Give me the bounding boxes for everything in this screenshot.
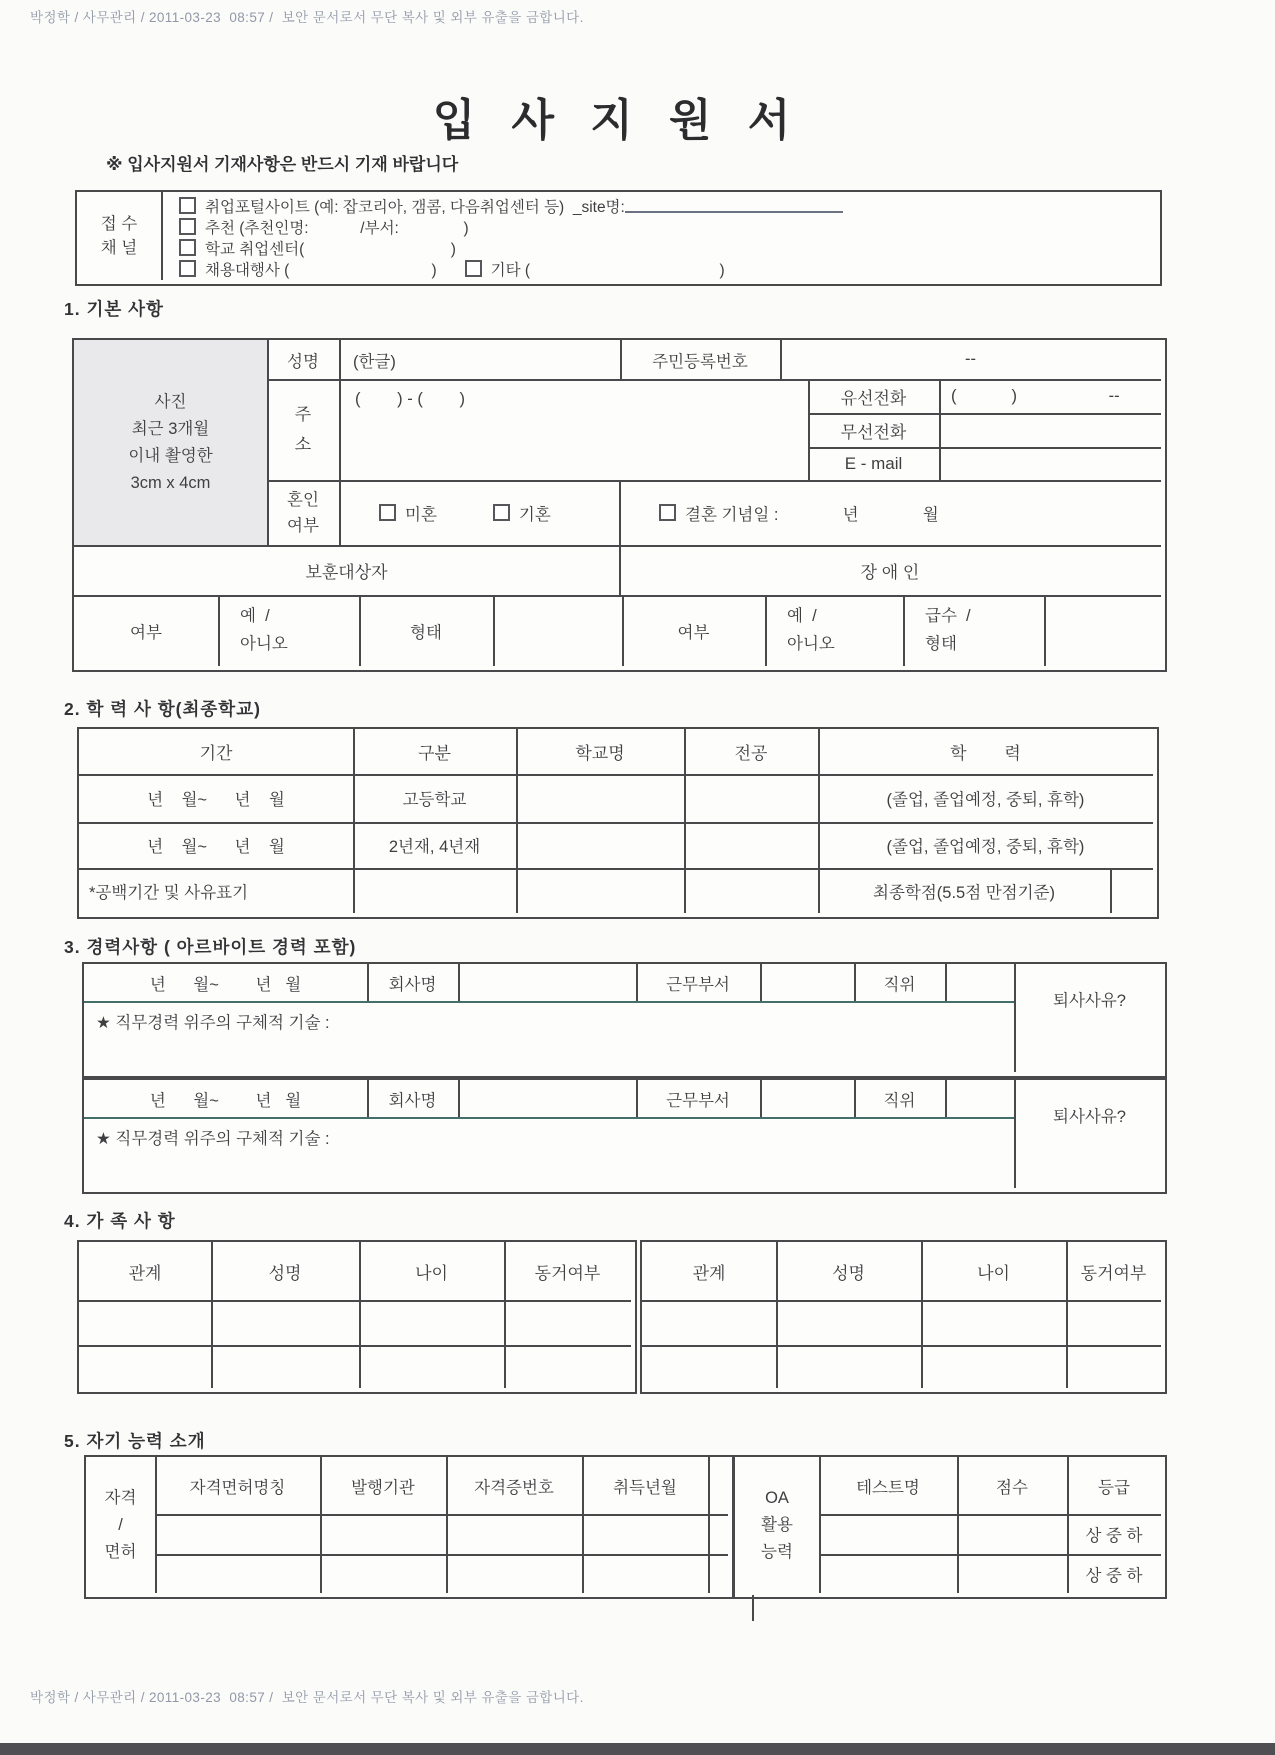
cert-license-label [86,1457,155,1593]
channel-option-portal-label: 취업포털사이트 (예: 잡코리아, 갬콤, 다음취업센터 등) _site명: [205,198,625,216]
channel-option-referral [179,216,469,237]
disabled-header: 장 애 인 [860,562,920,582]
yesno-line: 예 / [787,607,817,625]
checkbox-icon [179,218,196,235]
section-heading-education: 2. 학 력 사 항(최종학교) [64,699,261,719]
photo-note-line: 이내 촬영한 [128,446,213,465]
grid-line [765,595,767,666]
edu-gap-note: *공백기간 및 사유표기 [89,883,249,902]
grid-line [155,1514,728,1516]
edu-row1-period: 년 월~ 년 월 [147,791,285,809]
channel-option-agency-label: 채용대행사 ( ) [205,261,437,279]
grid-line [161,192,163,280]
grid-line [79,1345,631,1347]
grid-line [903,595,905,666]
channel-option-school-label: 학교 취업센터( ) [205,240,456,258]
grid-line [945,1080,947,1117]
channel-label-line1: 접 수 [100,215,138,233]
tel-label: 유선전화 [840,388,907,408]
basic-info-table [72,338,1167,672]
grid-line [84,1117,1014,1119]
grid-line [945,964,947,1001]
security-watermark-bottom: 박정학 / 사무관리 / 2011-03-23 08:57 / 보안 문서로서 무단 복사 및 외부 유출을 금합니다. [30,1690,584,1705]
family-table-right [640,1240,1167,1394]
cert-label-line: 자격 [104,1488,137,1507]
oa-ability-label [735,1457,819,1593]
marital-label-line: 여부 [287,516,319,535]
edu-col-type: 구분 [418,744,451,763]
name-label: 성명 [287,352,319,371]
checkbox-icon [493,504,510,521]
checkbox-icon [179,197,196,214]
cert-col-date: 취득년월 [613,1478,677,1497]
address-value: ( ) - ( ) [355,390,465,408]
checkbox-icon [179,239,196,256]
address-label-char: 소 [294,434,312,454]
oa-col-test: 테스트명 [856,1478,920,1497]
disabled-yesno [787,602,835,658]
yesno-line: 아니오 [240,635,288,653]
career-table-2 [82,1078,1167,1194]
section-heading-skills: 5. 자기 능력 소개 [64,1431,206,1451]
career2-reason-label: 퇴사사유? [1053,1108,1126,1126]
photo-note-line: 최근 3개월 [131,419,210,438]
family-col-age: 나이 [415,1263,448,1283]
yesno-line: 아니오 [787,635,835,653]
channel-option-referral-label: 추천 (추천인명: /부서: ) [205,219,469,237]
veteran-yesno [240,602,288,658]
marital-single-label: 미혼 [405,505,437,524]
grid-line [1044,595,1046,666]
rrn-label: 주민등록번호 [652,352,748,371]
family-col-relation: 관계 [128,1263,162,1283]
grid-line [74,595,1161,597]
grid-line [155,1554,728,1556]
edu-row1-status: (졸업, 졸업예정, 중퇴, 휴학) [886,791,1085,809]
oa-skill-table [733,1455,1167,1599]
grade-type-line: 급수 / [925,607,971,625]
grid-line [760,964,762,1001]
oa-grade-options: 상 중 하 [1085,1566,1143,1585]
tel-value: ( ) -- [951,386,1120,405]
disabled-grade-type-label [925,602,971,658]
channel-label [77,192,161,280]
channel-option-etc-label: 기타 ( ) [490,261,725,279]
career1-reason-label: 퇴사사유? [1053,992,1126,1010]
career1-period: 년 월~ 년 월 [149,975,302,994]
edu-row1-type: 고등학교 [402,791,467,809]
edu-col-period: 기간 [199,744,233,763]
oa-label-line: 활용 [761,1515,793,1534]
family-col-cohabit: 동거여부 [1080,1263,1147,1283]
edu-col-degree: 학 력 [950,744,1021,763]
photo-placeholder [74,340,267,545]
cert-label-line: 면허 [104,1542,137,1561]
checkbox-icon [379,504,396,521]
marital-label-line: 혼인 [287,490,319,509]
section-heading-family: 4. 가 족 사 항 [64,1211,176,1231]
career1-dept-label: 근무부서 [666,975,730,994]
grid-line [218,595,220,666]
security-watermark-top: 박정학 / 사무관리 / 2011-03-23 08:57 / 보안 문서로서 무단 복사 및 외부 유출을 금합니다. [30,10,584,25]
career2-position-label: 직위 [883,1091,916,1110]
edu-row2-period: 년 월~ 년 월 [147,838,285,856]
section-heading-basic: 1. 기본 사항 [64,299,164,319]
career2-dept-label: 근무부서 [666,1091,730,1110]
site-name-underline [625,198,843,213]
grid-line [760,1080,762,1117]
anniversary-label: 결혼 기념일 : 년 월 [685,505,939,524]
grade-type-line: 형태 [925,635,957,653]
checkbox-icon [659,504,676,521]
career2-desc-label: ★ 직무경력 위주의 구체적 기술 : [96,1130,330,1148]
anniversary-option [659,480,1159,545]
photo-note-line: 3cm x 4cm [130,473,211,492]
career2-company-label: 회사명 [388,1091,437,1110]
grid-line [1110,868,1112,913]
cert-col-name: 자격면허명칭 [189,1478,286,1497]
form-title: 입 사 지 원 서 [432,96,803,145]
section-heading-career: 3. 경력사항 ( 아르바이트 경력 포함) [64,937,357,957]
reception-channel-box [75,190,1162,286]
edu-row2-type: 2년재, 4년재 [388,838,481,856]
grid-line [458,964,460,1001]
family-col-cohabit: 동거여부 [534,1263,601,1283]
yesno-line: 예 / [240,607,270,625]
grid-line [339,340,341,545]
rrn-value: -- [965,350,976,368]
cert-label-line: / [118,1515,123,1534]
channel-option-portal [179,195,843,216]
veteran-header: 보훈대상자 [305,562,388,582]
career2-period: 년 월~ 년 월 [149,1091,302,1110]
family-col-age: 나이 [977,1263,1010,1283]
grid-line [642,1300,1161,1302]
oa-col-grade: 등급 [1098,1478,1130,1497]
career-table-1 [82,962,1167,1078]
mobile-label: 무선전화 [840,422,907,442]
checkbox-icon [465,260,482,277]
marital-label [267,480,339,545]
family-col-relation: 관계 [692,1263,726,1283]
grid-line [458,1080,460,1117]
career1-desc-label: ★ 직무경력 위주의 구체적 기술 : [96,1014,330,1032]
checkbox-icon [179,260,196,277]
veteran-type-label: 형태 [410,623,442,642]
grid-line [79,1300,631,1302]
channel-option-school [179,237,456,258]
mandatory-notice: ※ 입사지원서 기재사항은 반드시 기재 바랍니다 [106,155,459,174]
name-value: (한글) [353,352,396,371]
family-col-name: 성명 [832,1263,865,1283]
channel-label-line2: 채 널 [100,239,138,257]
address-label [267,379,339,480]
certification-table [84,1455,734,1599]
oa-grade-options: 상 중 하 [1085,1527,1143,1545]
edu-col-major: 전공 [734,744,768,763]
cert-col-number: 자격증번호 [474,1478,554,1497]
disabled-yn-label: 여부 [677,623,710,642]
edu-row2-status: (졸업, 졸업예정, 중퇴, 휴학) [886,838,1085,856]
marital-married-label: 기혼 [518,505,551,524]
oa-col-score: 점수 [996,1478,1028,1497]
career1-position-label: 직위 [883,975,916,994]
oa-label-line: 능력 [761,1542,793,1561]
education-table [77,727,1159,919]
oa-label-line: OA [765,1488,789,1507]
edu-gpa-label: 최종학점(5.5점 만점기준) [873,883,1055,902]
family-col-name: 성명 [268,1263,302,1283]
grid-line [708,1457,710,1593]
channel-option-agency [179,258,725,279]
cert-col-issuer: 발행기관 [351,1478,415,1497]
grid-line [939,379,941,480]
grid-line [84,1001,1014,1003]
grid-line [493,595,495,666]
family-table-left [77,1240,637,1394]
career1-company-label: 회사명 [388,975,437,994]
marital-options [379,480,619,545]
photo-note-line: 사진 [154,392,187,411]
address-label-char: 주 [294,404,312,424]
grid-line [642,1345,1161,1347]
scan-artifact-tick [752,1595,754,1621]
email-label: E - mail [844,453,903,473]
veteran-yn-label: 여부 [130,623,162,642]
edu-col-school: 학교명 [575,744,625,763]
scan-edge-bar [0,1743,1275,1755]
